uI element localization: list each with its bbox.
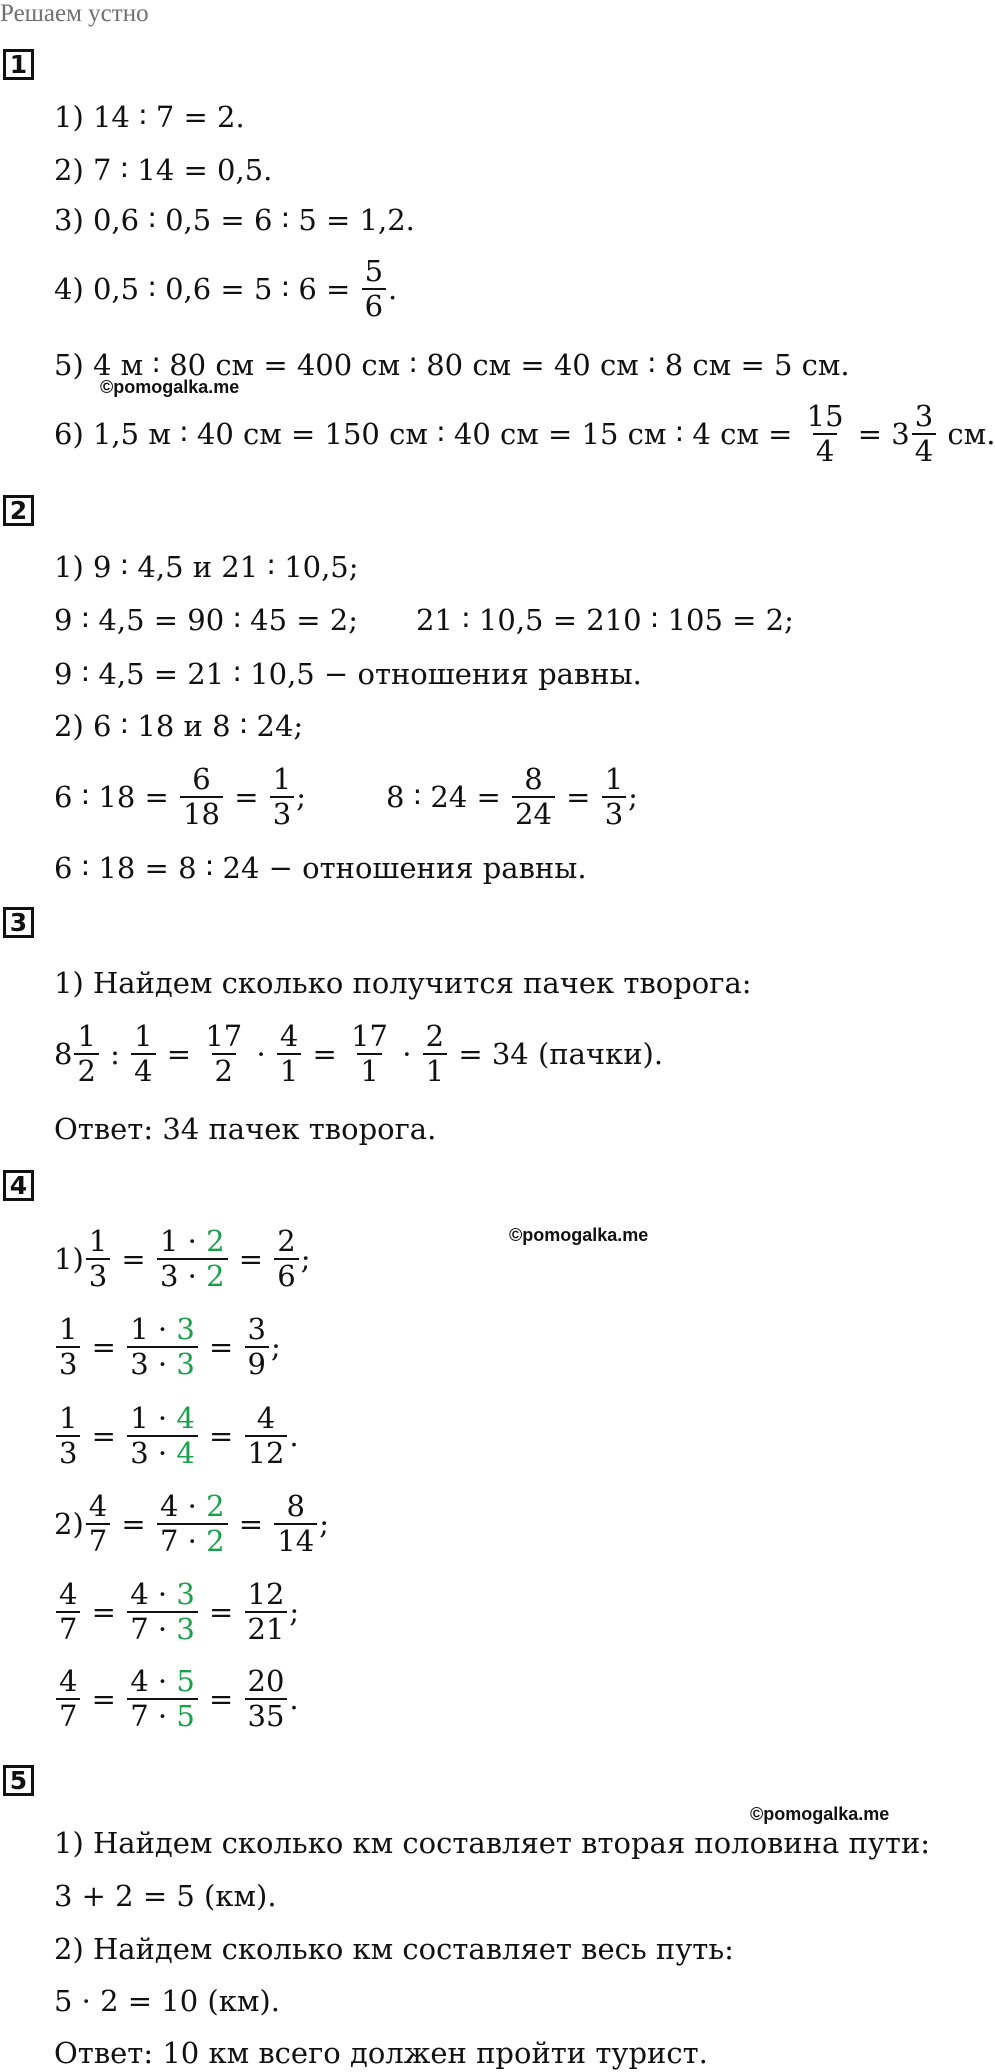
t4-row-5: $\frac{4}{7}$ = $\frac{4 \cdot 3}{7 \cdot 3}$ = $\frac{12}{21}$ ;: [54, 1578, 299, 1647]
t5-line-1: 1) Найдем сколько км составляет вторая половина пути:: [54, 1826, 931, 1860]
t4-row-1: 1) $\frac{1}{3}$ = $\frac{1 \cdot 2}{3 \cdot 2}$ = $\frac{2}{6}$ ;: [54, 1224, 311, 1294]
t3-line-1: 1) Найдем сколько получится пачек творога:: [54, 966, 752, 1000]
t4-row-3: $\frac{1}{3}$ = $\frac{1 \cdot 4}{3 \cdot 4}$ = $\frac{4}{12}$ .: [54, 1402, 299, 1471]
t2-line-2: 9 ∶ 4,5 = 90 ∶ 45 = 2; 21 ∶ 10,5 = 210 ∶ 105 = 2;: [54, 603, 794, 637]
watermark: ©pomogalka.me: [100, 377, 240, 397]
t4-row-2: $\frac{1}{3}$ = $\frac{1 \cdot 3}{3 \cdot 3}$ = $\frac{3}{9}$ ;: [54, 1313, 281, 1382]
t2-line-4: 2) 6 ∶ 18 и 8 ∶ 24;: [54, 709, 304, 743]
t3-line-2: 8 $\frac{1}{2}$ : $\frac{1}{4}$ = $\frac{17}{2}$ · $\frac{4}{1}$ = $\frac{17}{1}$ · $\frac{2}{1}$ = 34 (пачки).: [54, 1019, 664, 1089]
t2-line-6: 6 ∶ 18 = 8 ∶ 24 − отношения равны.: [54, 851, 587, 885]
t5-line-2: 3 + 2 = 5 (км).: [54, 1879, 277, 1913]
t2-line-3: 9 ∶ 4,5 = 21 ∶ 10,5 − отношения равны.: [54, 657, 642, 691]
task-number-2: 2: [3, 495, 34, 526]
fraction: $\frac{4}{1}$: [277, 1020, 301, 1089]
fraction: $\frac{8}{24}$: [512, 763, 555, 832]
t5-answer: Ответ: 10 км всего должен пройти турист.: [54, 2036, 708, 2070]
t1-line-2: 2) 7 ∶ 14 = 0,5.: [54, 153, 273, 187]
fraction: $\frac{1}{4}$: [131, 1020, 155, 1089]
fraction: $\frac{6}{18}$: [180, 763, 223, 832]
task-number-3: 3: [3, 907, 34, 938]
fraction: $\frac{17}{1}$: [351, 1019, 388, 1089]
mixed-number: 8 $\frac{1}{2}$: [54, 1020, 101, 1089]
t1-line-1: 1) 14 ∶ 7 = 2.: [54, 100, 245, 134]
fraction: $\frac{2}{1}$: [423, 1020, 447, 1089]
t4-row-4: 2) $\frac{4}{7}$ = $\frac{4 \cdot 2}{7 \cdot 2}$ = $\frac{8}{14}$ ;: [54, 1489, 329, 1559]
mixed-number: 3 $\frac{3}{4}$: [891, 400, 938, 469]
task-number-1: 1: [3, 49, 34, 80]
watermark: ©pomogalka.me: [750, 1804, 890, 1824]
fraction: $\frac{15}{4}$: [806, 399, 844, 469]
watermark: ©pomogalka.me: [509, 1225, 649, 1245]
fraction: $\frac{17}{2}$: [205, 1019, 243, 1089]
t1-line-6: 6) 1,5 м ∶ 40 см = 150 см ∶ 40 см = 15 см ∶ 4 см = $\frac{15}{4}$ = 3 $\frac{3}{4}$ см.: [54, 399, 995, 469]
t5-line-4: 5 · 2 = 10 (км).: [54, 1984, 280, 2018]
fraction: $\frac{1}{3}$: [270, 763, 294, 832]
t1-line-3: 3) 0,6 ∶ 0,5 = 6 ∶ 5 = 1,2.: [54, 203, 415, 237]
t3-answer: Ответ: 34 пачек творога.: [54, 1112, 437, 1146]
t5-line-3: 2) Найдем сколько км составляет весь путь:: [54, 1932, 734, 1966]
fraction: $\frac{5}{6}$: [362, 255, 386, 324]
t1-line-4: 4) 0,5 ∶ 0,6 = 5 ∶ 6 = $\frac{5}{6}$ .: [54, 254, 398, 324]
task-number-5: 5: [3, 1765, 34, 1796]
t2-line-5: 6 ∶ 18 = $\frac{6}{18}$ = $\frac{1}{3}$ ; 8 ∶ 24 = $\frac{8}{24}$ = $\frac{1}{3}$ ;: [54, 762, 638, 832]
t2-line-1: 1) 9 ∶ 4,5 и 21 ∶ 10,5;: [54, 550, 359, 584]
t1-line-5: 5) 4 м ∶ 80 см = 400 см ∶ 80 см = 40 см ∶ 8 см = 5 см.: [54, 348, 850, 382]
t4-row-6: $\frac{4}{7}$ = $\frac{4 \cdot 5}{7 \cdot 5}$ = $\frac{20}{35}$ .: [54, 1665, 299, 1734]
task-number-4: 4: [3, 1170, 34, 1201]
fraction: $\frac{1}{3}$: [602, 763, 626, 832]
page-header: Решаем устно: [0, 0, 149, 27]
